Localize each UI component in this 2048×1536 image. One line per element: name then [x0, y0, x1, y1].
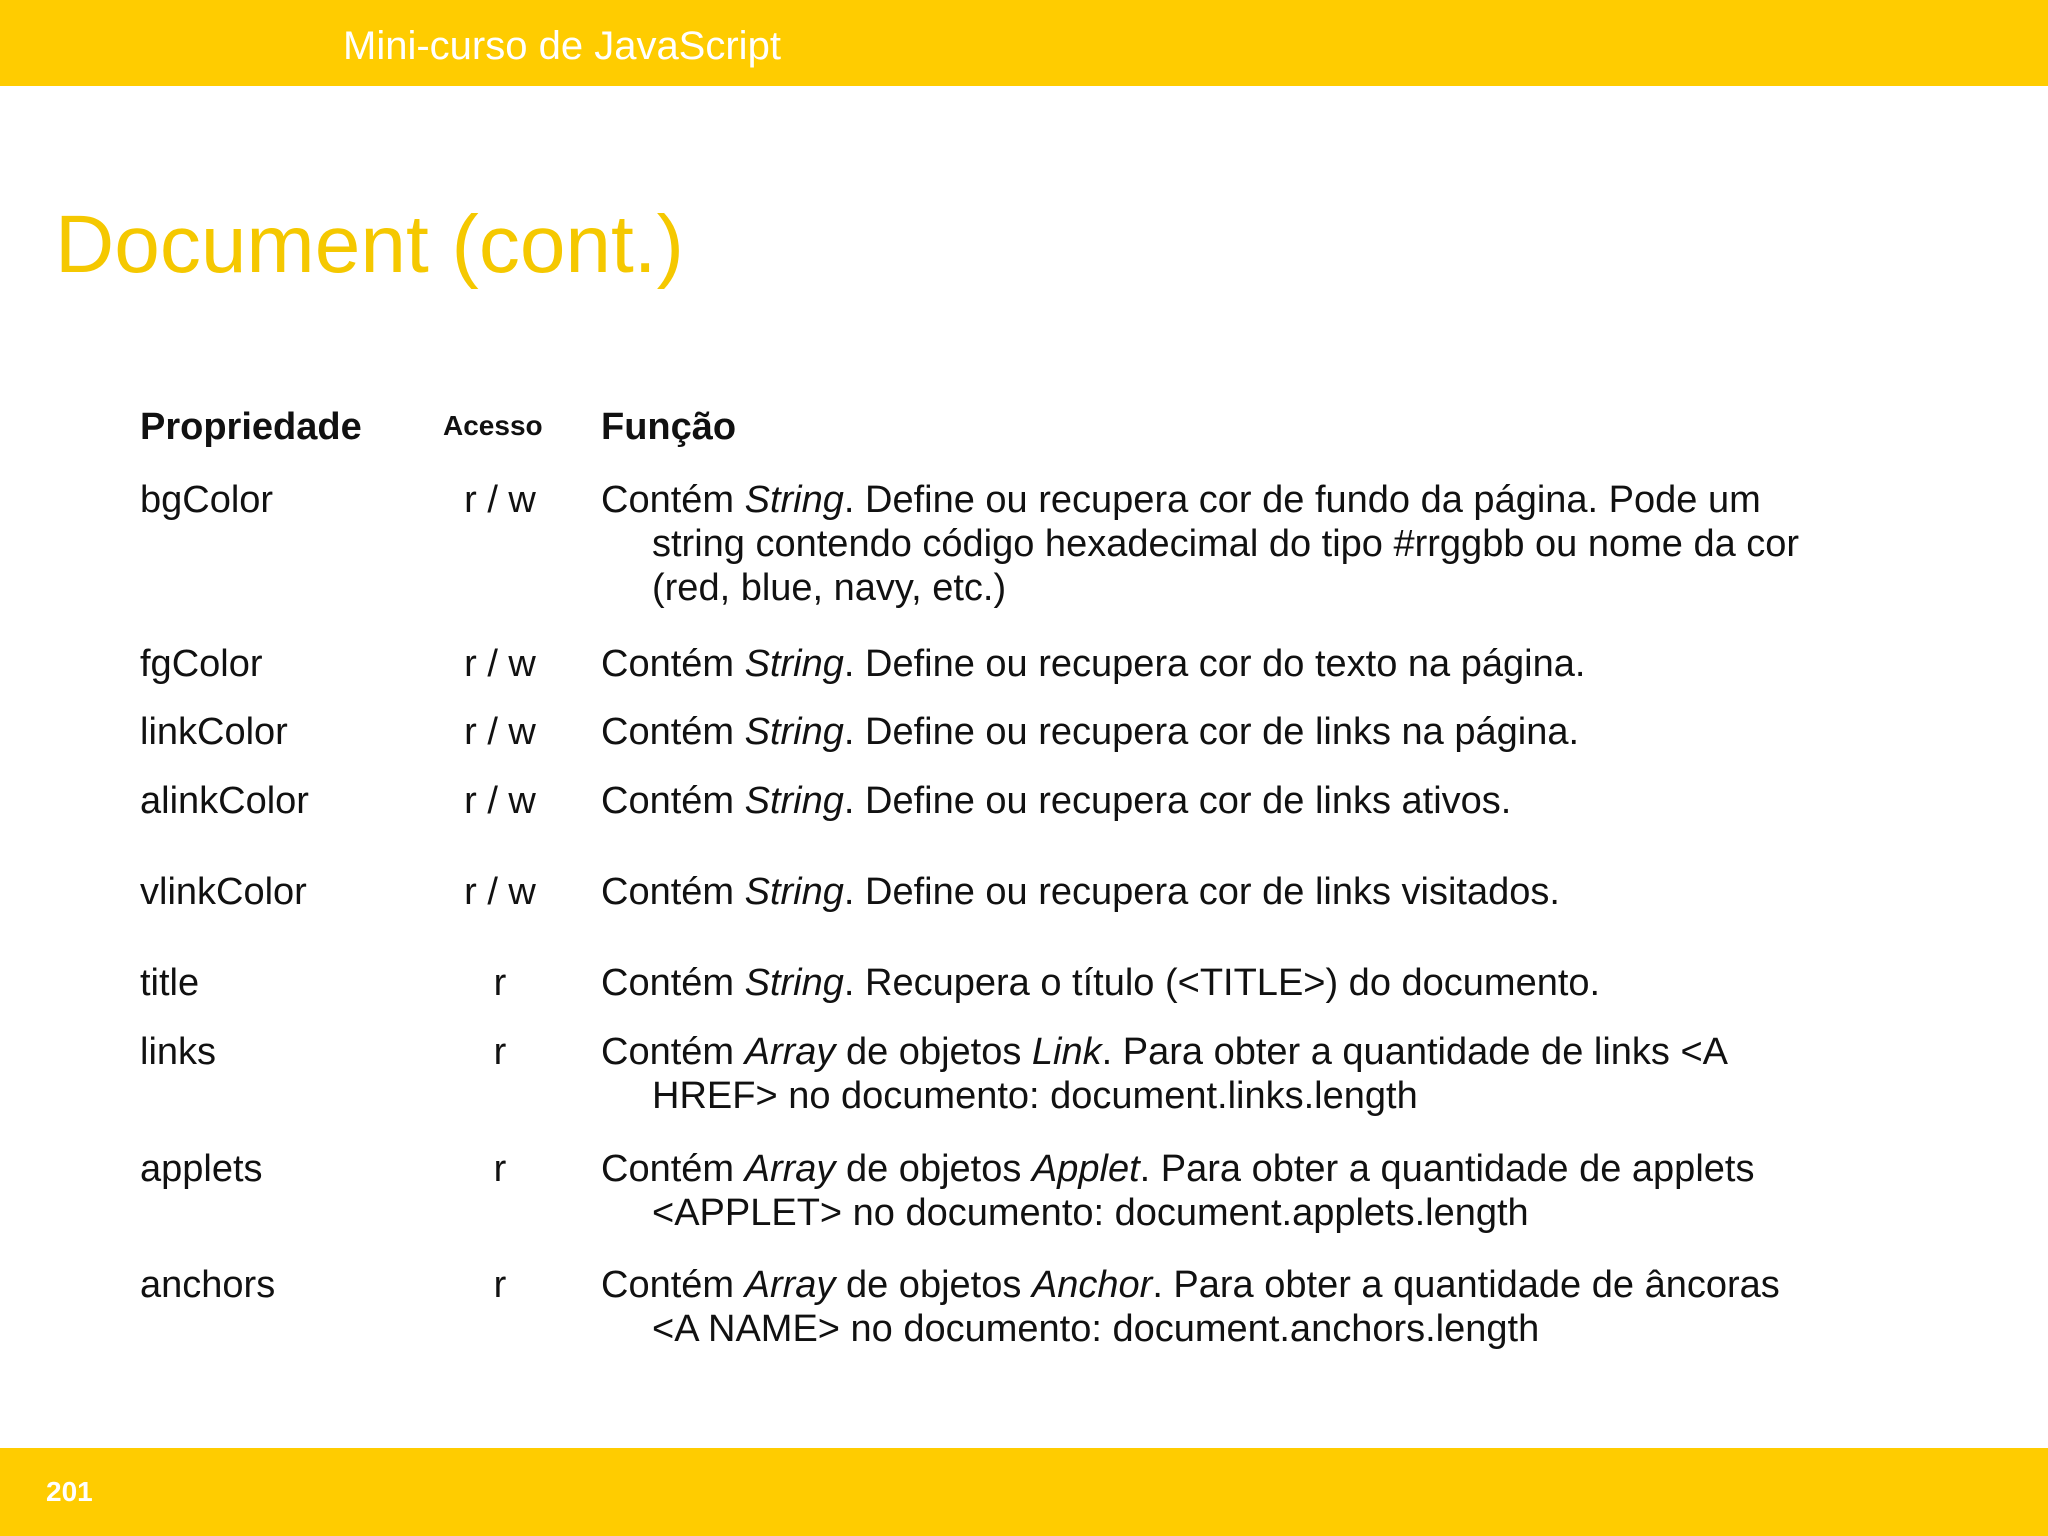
function-description — [601, 1030, 1901, 1118]
description-text: Contém — [601, 711, 745, 753]
description-text: Contém — [601, 1031, 745, 1073]
description-text: Contém — [601, 479, 745, 521]
description-text: Contém — [601, 1148, 745, 1190]
access-mode: r — [493, 1148, 507, 1190]
type-name: Array — [744, 1031, 836, 1073]
description-text: . Para obter a quantidade de âncoras — [1152, 1264, 1780, 1306]
property-name: links — [140, 1031, 217, 1073]
description-text: Contém — [601, 962, 745, 1004]
description-text: de objetos — [835, 1031, 1032, 1073]
column-header-access: Acesso — [443, 410, 543, 441]
description-line — [601, 870, 1901, 914]
description-text: . Define ou recupera cor de links na página. — [843, 711, 1580, 753]
description-text: Contém — [601, 780, 745, 822]
property-name: applets — [140, 1148, 263, 1190]
access-mode: r — [493, 1031, 507, 1073]
function-description — [601, 779, 1901, 823]
function-description — [601, 961, 1901, 1005]
description-text: . Para obter a quantidade de applets — [1139, 1148, 1755, 1190]
description-line — [601, 961, 1901, 1005]
property-name: alinkColor — [140, 780, 309, 822]
description-line — [601, 642, 1901, 686]
type-name: String — [744, 780, 844, 822]
type-name: String — [744, 711, 844, 753]
property-name: bgColor — [140, 479, 274, 521]
type-name: String — [744, 962, 844, 1004]
access-mode: r / w — [464, 643, 536, 685]
access-mode: r / w — [464, 780, 536, 822]
access-mode: r / w — [464, 711, 536, 753]
description-line — [601, 1030, 1901, 1074]
slide-title: Document (cont.) — [55, 199, 684, 290]
description-text: . Para obter a quantidade de links <A — [1101, 1031, 1728, 1073]
object-name: Link — [1031, 1031, 1102, 1073]
footer-bar — [0, 1448, 2048, 1536]
type-name: Array — [744, 1148, 836, 1190]
access-mode: r — [493, 1264, 507, 1306]
description-text: . Define ou recupera cor do texto na página. — [843, 643, 1586, 685]
function-description — [601, 642, 1901, 686]
property-name: linkColor — [140, 711, 288, 753]
description-line: <APPLET> no documento: document.applets.length — [652, 1192, 1529, 1234]
description-line — [601, 779, 1901, 823]
type-name: String — [744, 643, 844, 685]
property-name: vlinkColor — [140, 871, 307, 913]
access-mode: r / w — [464, 479, 536, 521]
description-text: Contém — [601, 871, 745, 913]
description-line: (red, blue, navy, etc.) — [652, 567, 1007, 609]
type-name: String — [744, 871, 844, 913]
description-text: Contém — [601, 1264, 745, 1306]
property-name: anchors — [140, 1264, 276, 1306]
object-name: Applet — [1031, 1148, 1140, 1190]
page-number: 201 — [46, 1476, 93, 1507]
description-line: <A NAME> no documento: document.anchors.length — [652, 1308, 1540, 1350]
type-name: Array — [744, 1264, 836, 1306]
function-description — [601, 710, 1901, 754]
description-line — [601, 710, 1901, 754]
description-text: de objetos — [835, 1264, 1032, 1306]
header-bar — [0, 0, 2048, 86]
description-text: . Define ou recupera cor de fundo da página. Pode um — [843, 479, 1761, 521]
function-description — [601, 870, 1901, 914]
object-name: Anchor — [1031, 1264, 1153, 1306]
property-name: fgColor — [140, 643, 263, 685]
course-title: Mini-curso de JavaScript — [343, 24, 781, 68]
description-line: string contendo código hexadecimal do tipo #rrggbb ou nome da cor — [652, 523, 1800, 565]
column-header-property: Propriedade — [140, 406, 362, 448]
description-text: de objetos — [835, 1148, 1032, 1190]
access-mode: r / w — [464, 871, 536, 913]
column-header-function: Função — [601, 406, 737, 448]
description-line — [601, 478, 1901, 522]
property-name: title — [140, 962, 200, 1004]
function-description — [601, 1263, 1901, 1351]
description-text: Contém — [601, 643, 745, 685]
description-line — [601, 1147, 1901, 1191]
type-name: String — [744, 479, 844, 521]
function-description — [601, 478, 1901, 610]
description-text: . Define ou recupera cor de links ativos. — [843, 780, 1512, 822]
function-description — [601, 1147, 1901, 1235]
description-text: . Define ou recupera cor de links visitados. — [843, 871, 1560, 913]
access-mode: r — [493, 962, 507, 1004]
description-text: . Recupera o título (<TITLE>) do documento. — [843, 962, 1601, 1004]
description-line: HREF> no documento: document.links.length — [652, 1075, 1418, 1117]
description-line — [601, 1263, 1901, 1307]
